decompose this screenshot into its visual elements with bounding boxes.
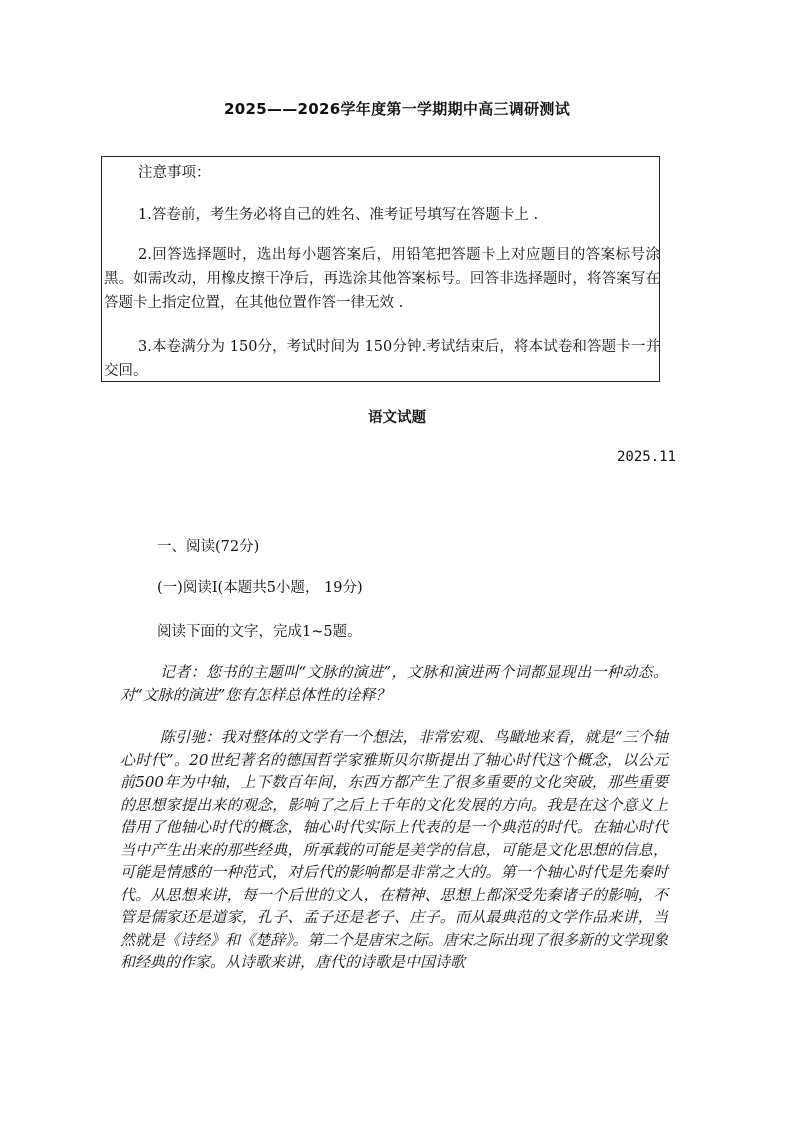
notice-item-2: 2.回答选择题时，选出每小题答案后，用铅笔把答题卡上对应题目的答案标号涂黑。如需改动，用橡皮擦干净后，再选涂其他答案标号。回答非选择题时，将答案写在答题卡上指定位置，在其他位置作答一律无效 . xyxy=(104,247,660,311)
article-paragraph-2 xyxy=(120,726,668,974)
reading-instruction: 阅读下面的文字，完成1~5题。 xyxy=(157,624,362,640)
paragraph-text: 记者：您书的主题叫“文脉的演进”，文脉和演进两个词都显现出一种动态。对“文脉的演进”您有怎样总体性的诠释？ xyxy=(120,663,668,704)
paragraph-text: 陈引驰：我对整体的文学有一个想法，非常宏观、鸟瞰地来看，就是“三个轴心时代”。20世纪著名的德国哲学家雅斯贝尔斯提出了轴心时代这个概念，以公元前500年为中轴，上下数百年间，东西方都产生了很多重要的文化突破，那些重要的思想家提出来的观念，影响了之后上千年的文化发展的方向。我是在这个意义上借用了他轴心时代的概念，轴心时代实际上代表的是一个典范的时代。在轴心时代当中产生出来的那些经典，所承载的可能是美学的信息，可能是文化思想的信息，可能是情感的一种范式，对后代的影响都是非常之大的。第一个轴心时代是先秦时代。从思想来讲，每一个后世的文人，在精神、思想上都深受先秦诸子的影响，不管是儒家还是道家，孔子、孟子还是老子、庄子。而从最典范的文学作品来讲，当然就是《诗经》和《楚辞》。第二个是唐宋之际。唐宋之际出现了很多新的文学现象和经典的作家。从诗歌来讲，唐代的诗歌是中国诗歌 xyxy=(120,728,668,971)
notice-item-1: 1.答卷前，考生务必将自己的姓名、准考证号填写在答题卡上 . xyxy=(138,207,539,223)
notice-box xyxy=(101,156,660,382)
subsection-heading: (一)阅读Ⅰ(本题共5小题， 19分) xyxy=(157,580,363,596)
exam-title: 2025——2026学年度第一学期期中高三调研测试 xyxy=(224,100,570,118)
subject-title: 语文试题 xyxy=(368,410,426,426)
notice-item-3: 3.本卷满分为 150分，考试时间为 150分钟.考试结束后，将本试卷和答题卡一并交回。 xyxy=(104,339,660,379)
exam-date: 2025.11 xyxy=(616,449,676,465)
article-paragraph-1 xyxy=(120,661,668,706)
notice-heading: 注意事项： xyxy=(138,165,211,181)
section-heading: 一、阅读(72分) xyxy=(157,539,260,555)
